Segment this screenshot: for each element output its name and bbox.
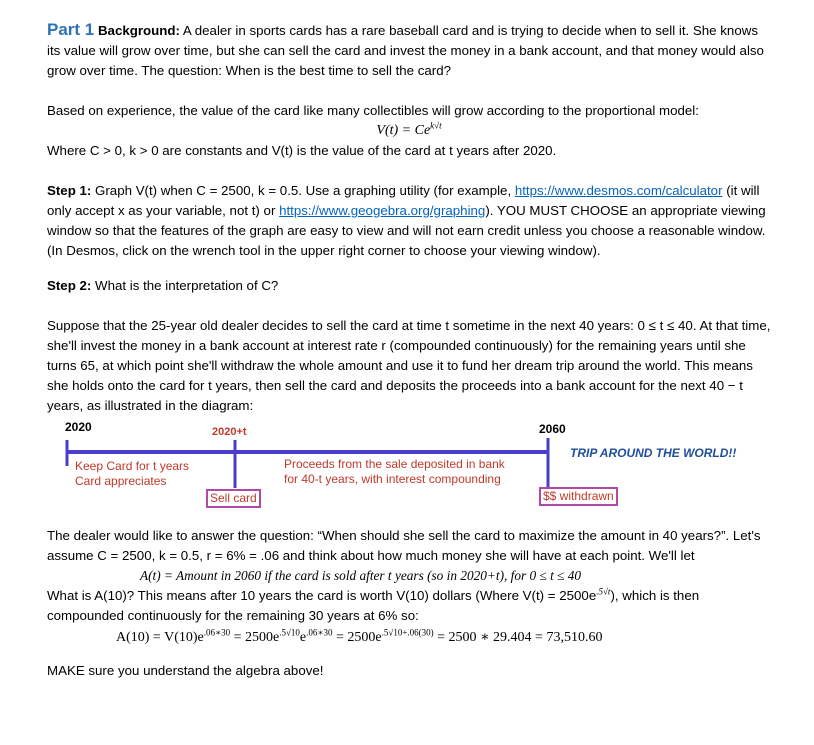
background-paragraph xyxy=(47,20,771,81)
model-intro: Based on experience, the value of the card like many collectibles will grow according to the proportional model: xyxy=(47,103,699,118)
question-paragraph: The dealer would like to answer the question: “When should she sell the card to maximize the amount in 40 years?”. Let's assume C = 2500, k = 0.5, r = 6% = .06 and think about how much money she will have at each point. We'll let xyxy=(47,528,761,563)
sell-card-box: Sell card xyxy=(206,489,261,508)
step2-paragraph: Step 2: What is the interpretation of C? xyxy=(47,278,279,293)
part-heading: Part 1 xyxy=(47,20,95,39)
model-where: Where C > 0, k > 0 are constants and V(t) is the value of the card at t years after 2020. xyxy=(47,143,557,158)
geogebra-link[interactable]: https://www.geogebra.org/graphing xyxy=(279,203,486,218)
step1-paragraph: Step 1: Graph V(t) when C = 2500, k = 0.5. Use a graphing utility (for example, https://www.desmos.com/calculator (it will only accept x as your variable, not t) or https://www.geogebra.org/graphing). YOU MUST CHOOSE an appropriate viewing window so that the features of the graph are easy to view and will not earn credit unless you choose a reasonable window. (In Desmos, click on the wrench tool in the upper right corner to choose your viewing window). xyxy=(47,183,766,258)
proceeds-text: Proceeds from the sale deposited in bank for 40-t years, with interest compounding xyxy=(284,457,505,486)
year-2020-plus-t-label: 2020+t xyxy=(212,426,247,438)
withdrawn-box: $$ withdrawn xyxy=(539,487,618,506)
keep-card-text: Keep Card for t years Card appreciates xyxy=(75,459,190,488)
scenario-paragraph: Suppose that the 25-year old dealer decides to sell the card at time t sometime in the next 40 years: 0 ≤ t ≤ 40. At that time, she'll invest the money in a bank account at interest rate r (compounded continuously) for the remaining years until she turns 65, at which point she'll withdraw the whole amount and use it to fund her dream trip around the world. This means she holds onto the card for t years, then sell the card and deposits the proceeds into a bank account for the next 40 − t years, as illustrated in the diagram: xyxy=(47,318,771,413)
model-formula: $V(t) = Ce^{k√t}$ xyxy=(376,120,442,138)
background-text: A dealer in sports cards has a rare baseball card and is trying to decide when to sell it. She knows its value will grow over time, but she can sell the card and invest the money in a bank account, and that money would also grow over time. The question: When is the best time to sell the card? xyxy=(47,23,764,78)
amount-definition: A(t) = Amount in 2060 if the card is sold after t years (so in 2020+t), for 0 ≤ t ≤ 40 xyxy=(140,568,582,583)
meaning-paragraph: What is A(10)? This means after 10 years the card is worth V(10) dollars (Where $V(t) = 2500e^{.5√t}$), which is then compounded continuously for the remaining 30 years at 6% so: xyxy=(47,586,700,623)
trip-label: TRIP AROUND THE WORLD!! xyxy=(570,446,737,460)
year-2060-label: 2060 xyxy=(539,422,566,436)
calculation-line: $A(10) = V(10)e^{.06∗30} = 2500e^{.5√10}e^{.06∗30} = 2500e^{.5√10+.06(30)} = 2500$ ∗ 29.404 = 73,510.60 xyxy=(116,627,603,645)
step1-label: Step 1: xyxy=(47,183,92,198)
year-2020-label: 2020 xyxy=(65,420,92,434)
background-label: Background: xyxy=(97,23,180,38)
step2-label: Step 2: xyxy=(47,278,92,293)
closing-note: MAKE sure you understand the algebra above! xyxy=(47,663,324,678)
desmos-link[interactable]: https://www.desmos.com/calculator xyxy=(514,183,723,198)
